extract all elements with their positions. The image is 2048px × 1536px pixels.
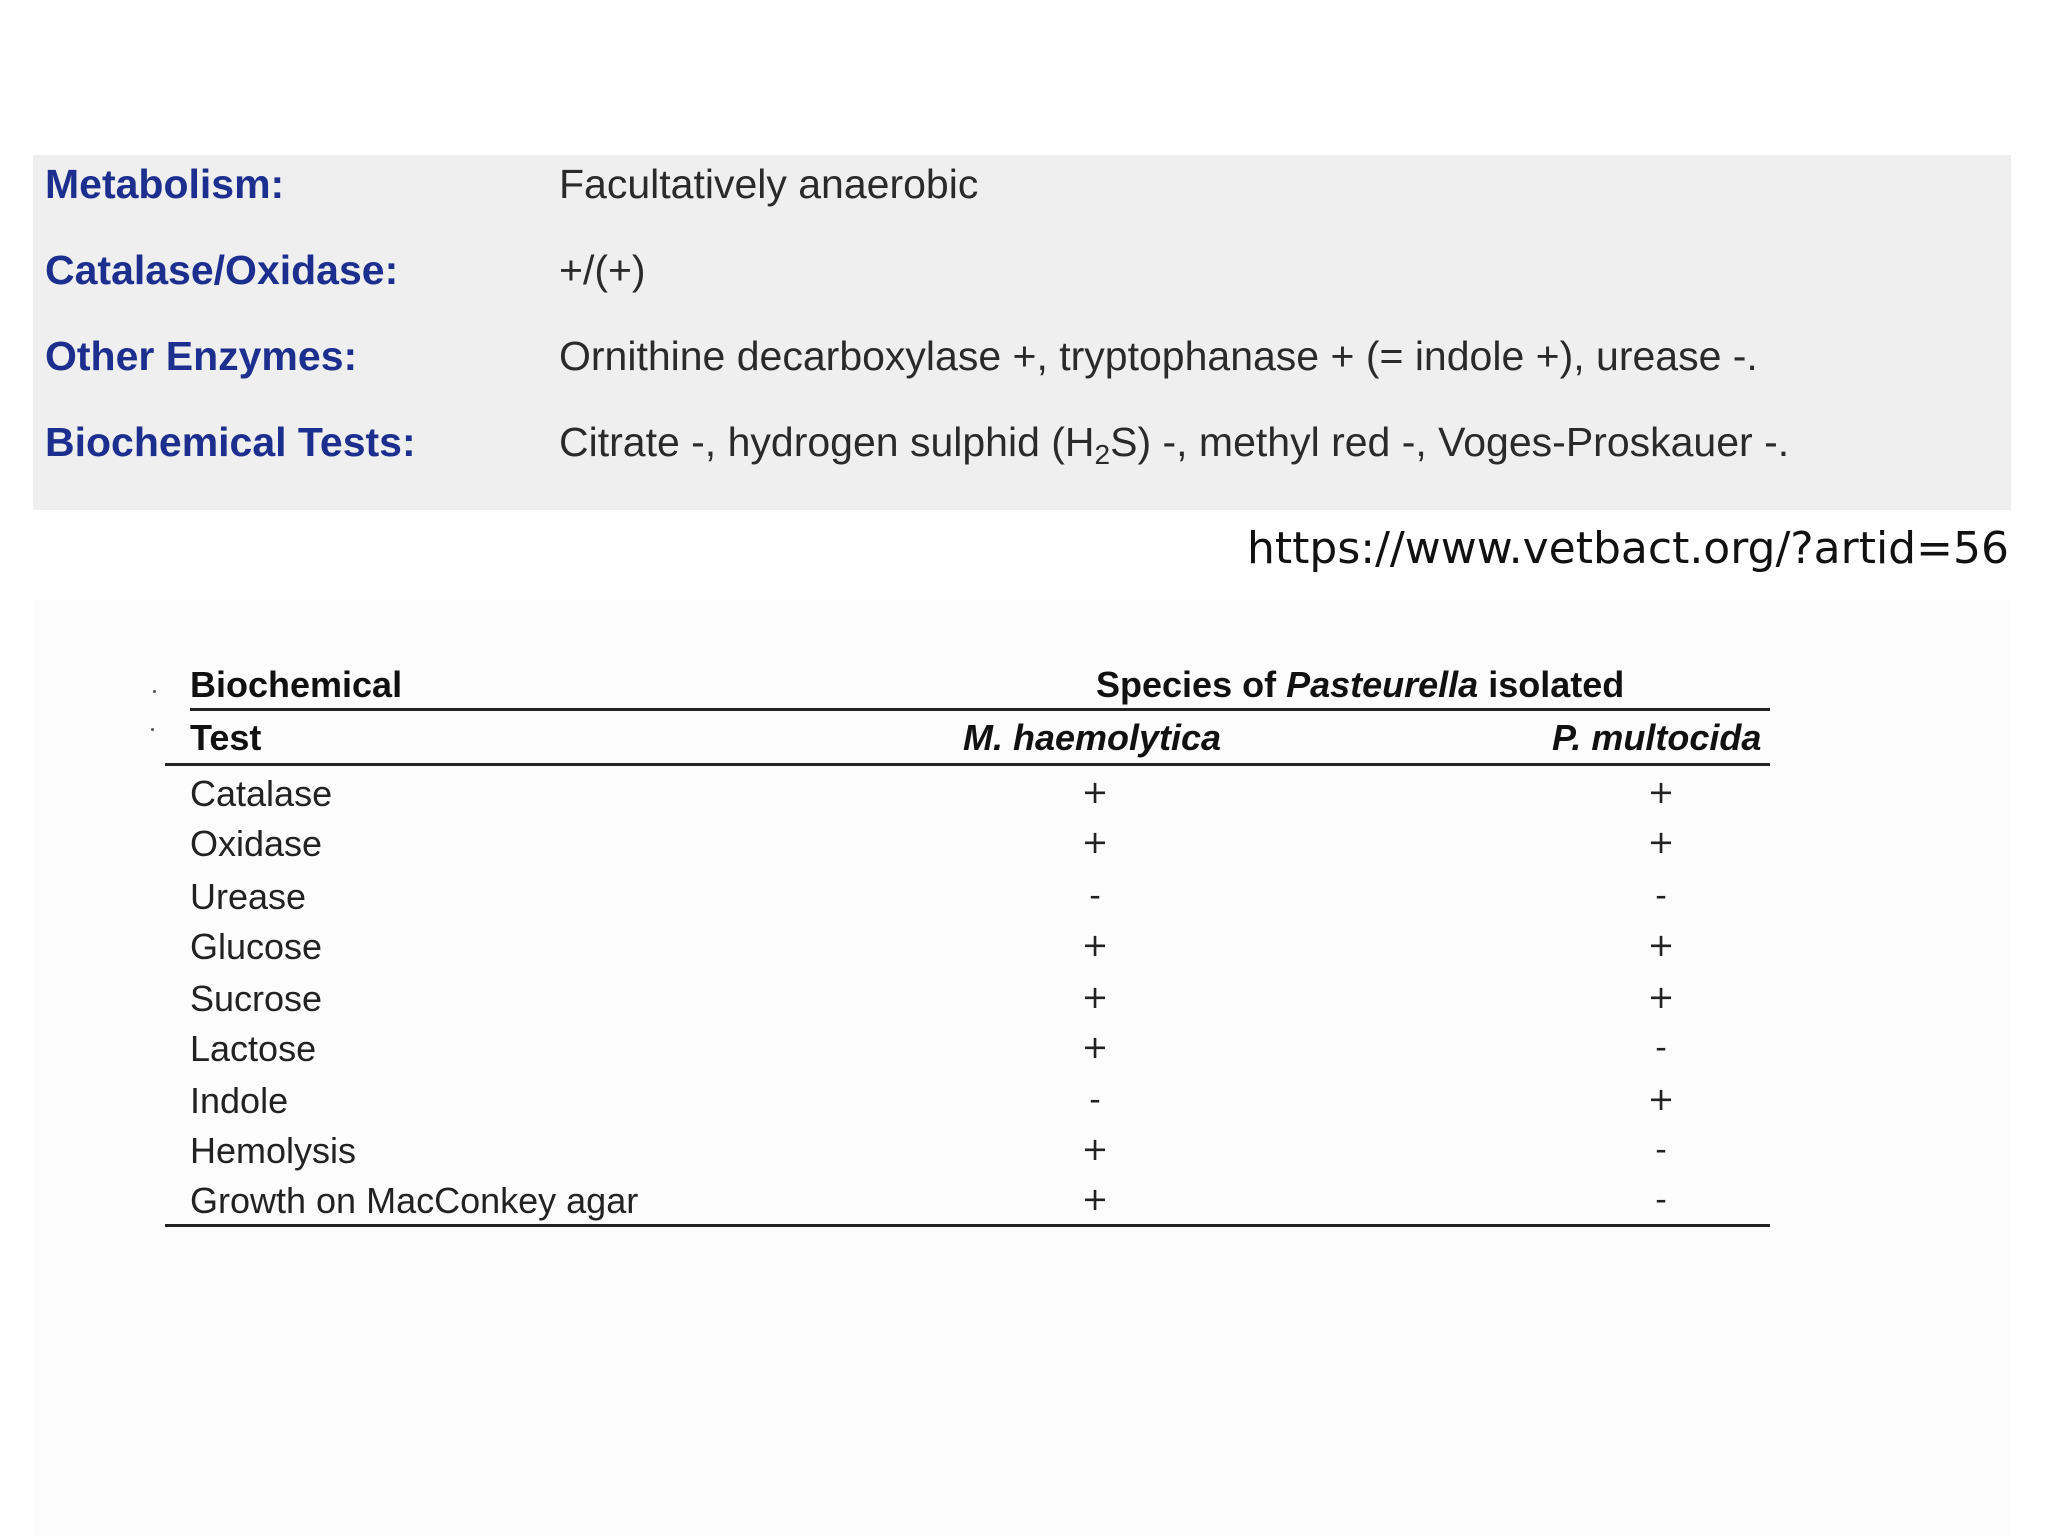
info-label: Biochemical Tests:: [45, 419, 416, 465]
cell-m-haemolytica: +: [1081, 1130, 1109, 1168]
table-row: [165, 1130, 1770, 1180]
cell-test: Oxidase: [190, 823, 323, 864]
cell-p-multocida: +: [1647, 926, 1675, 964]
table-rule-bottom: [165, 1224, 1770, 1227]
cell-test: Indole: [190, 1080, 289, 1121]
header-col-test: Test: [190, 717, 262, 758]
cell-test: Sucrose: [190, 978, 323, 1019]
cell-test: Urease: [190, 876, 307, 917]
header-biochemical: Biochemical: [190, 664, 403, 705]
table-row: [165, 1080, 1770, 1130]
info-value: Ornithine decarboxylase +, tryptophanase + (= indole +), urease -.: [559, 333, 1758, 379]
cell-test: Glucose: [190, 926, 323, 967]
info-panel: [33, 155, 2011, 510]
cell-test: Lactose: [190, 1028, 317, 1069]
table-row: [165, 1180, 1770, 1230]
header-species: [1096, 664, 1624, 706]
header-col-p-multocida: P. multocida: [1552, 717, 1762, 758]
cell-m-haemolytica: +: [1081, 1180, 1109, 1218]
subscript: 2: [1094, 439, 1111, 470]
cell-p-multocida: +: [1647, 978, 1675, 1016]
header-rule-bottom: [165, 763, 1770, 766]
info-row-metabolism: [33, 155, 2011, 215]
cell-p-multocida: -: [1655, 876, 1667, 914]
cell-m-haemolytica: +: [1081, 773, 1109, 811]
cell-p-multocida: -: [1655, 1130, 1667, 1168]
cell-m-haemolytica: -: [1089, 876, 1101, 914]
info-label: Metabolism:: [45, 161, 285, 207]
cell-m-haemolytica: +: [1081, 823, 1109, 861]
table-row: [165, 823, 1770, 873]
cell-p-multocida: +: [1647, 1080, 1675, 1118]
source-url: https://www.vetbact.org/?artid=56: [1247, 523, 2009, 574]
table-row: [165, 978, 1770, 1028]
table-row: [165, 773, 1770, 823]
info-row-other-enzymes: [33, 327, 2011, 387]
header-species-genus: Pasteurella: [1286, 664, 1479, 705]
stray-dot: [151, 728, 154, 731]
cell-m-haemolytica: +: [1081, 1028, 1109, 1066]
info-value-part: Citrate -, hydrogen sulphid (H: [559, 419, 1095, 465]
cell-p-multocida: -: [1655, 1180, 1667, 1218]
header-species-post: isolated: [1478, 664, 1625, 705]
info-value-part: S) -, methyl red -, Voges-Proskauer -.: [1110, 419, 1790, 465]
info-row-biochemical-tests: [33, 413, 2011, 473]
info-row-catalase-oxidase: [33, 241, 2011, 301]
table-row: [165, 876, 1770, 926]
cell-m-haemolytica: +: [1081, 926, 1109, 964]
biochemical-table: [165, 660, 1770, 1230]
header-col-m-haemolytica: M. haemolytica: [963, 717, 1222, 758]
header-rule-top: [190, 708, 1770, 711]
info-value: Facultatively anaerobic: [559, 161, 979, 207]
cell-p-multocida: -: [1655, 1028, 1667, 1066]
cell-test: Catalase: [190, 773, 333, 814]
cell-test: Growth on MacConkey agar: [190, 1180, 639, 1221]
cell-m-haemolytica: +: [1081, 978, 1109, 1016]
stray-dot: [153, 690, 156, 693]
info-label: Other Enzymes:: [45, 333, 358, 379]
info-value: [559, 419, 1789, 471]
header-species-pre: Species of: [1096, 664, 1287, 705]
cell-m-haemolytica: -: [1089, 1080, 1101, 1118]
info-label: Catalase/Oxidase:: [45, 247, 399, 293]
cell-p-multocida: +: [1647, 823, 1675, 861]
cell-p-multocida: +: [1647, 773, 1675, 811]
cell-test: Hemolysis: [190, 1130, 357, 1171]
table-row: [165, 926, 1770, 976]
table-row: [165, 1028, 1770, 1078]
info-value: +/(+): [559, 247, 646, 293]
